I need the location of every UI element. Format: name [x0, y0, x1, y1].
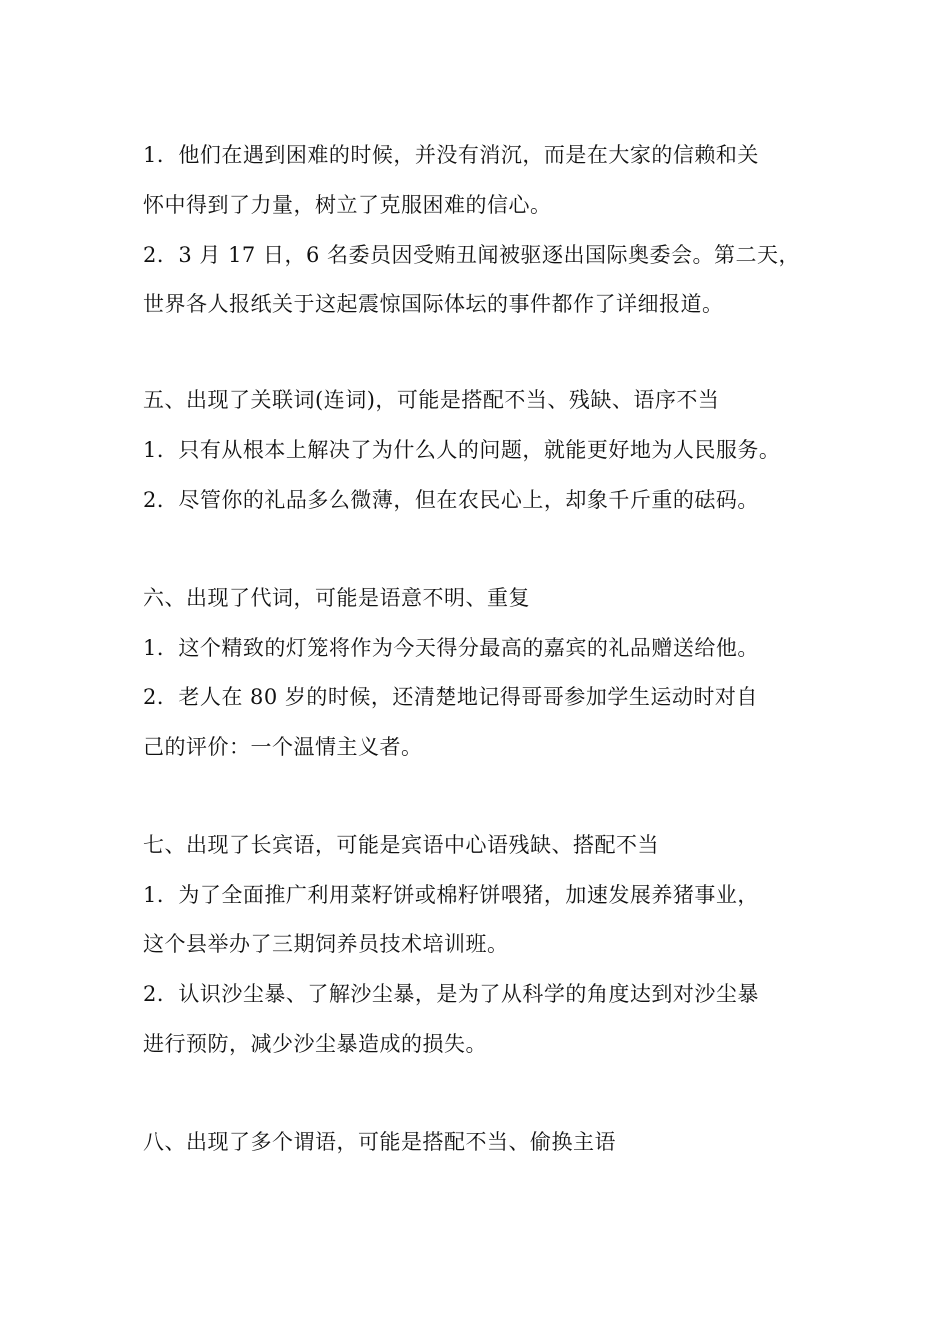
section-7-example-1-line-2: 这个县举办了三期饲养员技术培训班。	[143, 932, 509, 956]
section-5-example-2: 2．尽管你的礼品多么微薄，但在农民心上，却象千斤重的砝码。	[143, 488, 759, 512]
section-5-heading: 五、出现了关联词(连词)，可能是搭配不当、残缺、语序不当	[143, 388, 720, 412]
section-7-example-1-line-1: 1．为了全面推广利用菜籽饼或棉籽饼喂猪，加速发展养猪事业，	[143, 883, 759, 907]
example-2-line-1: 2．3 月 17 日，6 名委员因受贿丑闻被驱逐出国际奥委会。第二天，	[143, 243, 801, 267]
example-1-line-1: 1．他们在遇到困难的时候，并没有消沉，而是在大家的信赖和关	[143, 143, 759, 167]
example-1-line-2: 怀中得到了力量，树立了克服困难的信心。	[143, 193, 552, 217]
section-6-example-2-line-2: 己的评价：一个温情主义者。	[143, 735, 423, 759]
section-6-example-1: 1．这个精致的灯笼将作为今天得分最高的嘉宾的礼品赠送给他。	[143, 636, 759, 660]
section-8-heading: 八、出现了多个谓语，可能是搭配不当、偷换主语	[143, 1130, 616, 1154]
section-7-example-2-line-2: 进行预防，减少沙尘暴造成的损失。	[143, 1032, 487, 1056]
section-6-example-2-line-1: 2．老人在 80 岁的时候，还清楚地记得哥哥参加学生运动时对自	[143, 685, 758, 709]
section-6-heading: 六、出现了代词，可能是语意不明、重复	[143, 586, 530, 610]
section-7-heading: 七、出现了长宾语，可能是宾语中心语残缺、搭配不当	[143, 833, 659, 857]
section-5-example-1: 1．只有从根本上解决了为什么人的问题，就能更好地为人民服务。	[143, 438, 781, 462]
section-7-example-2-line-1: 2．认识沙尘暴、了解沙尘暴，是为了从科学的角度达到对沙尘暴	[143, 982, 759, 1006]
example-2-line-2: 世界各人报纸关于这起震惊国际体坛的事件都作了详细报道。	[143, 292, 724, 316]
